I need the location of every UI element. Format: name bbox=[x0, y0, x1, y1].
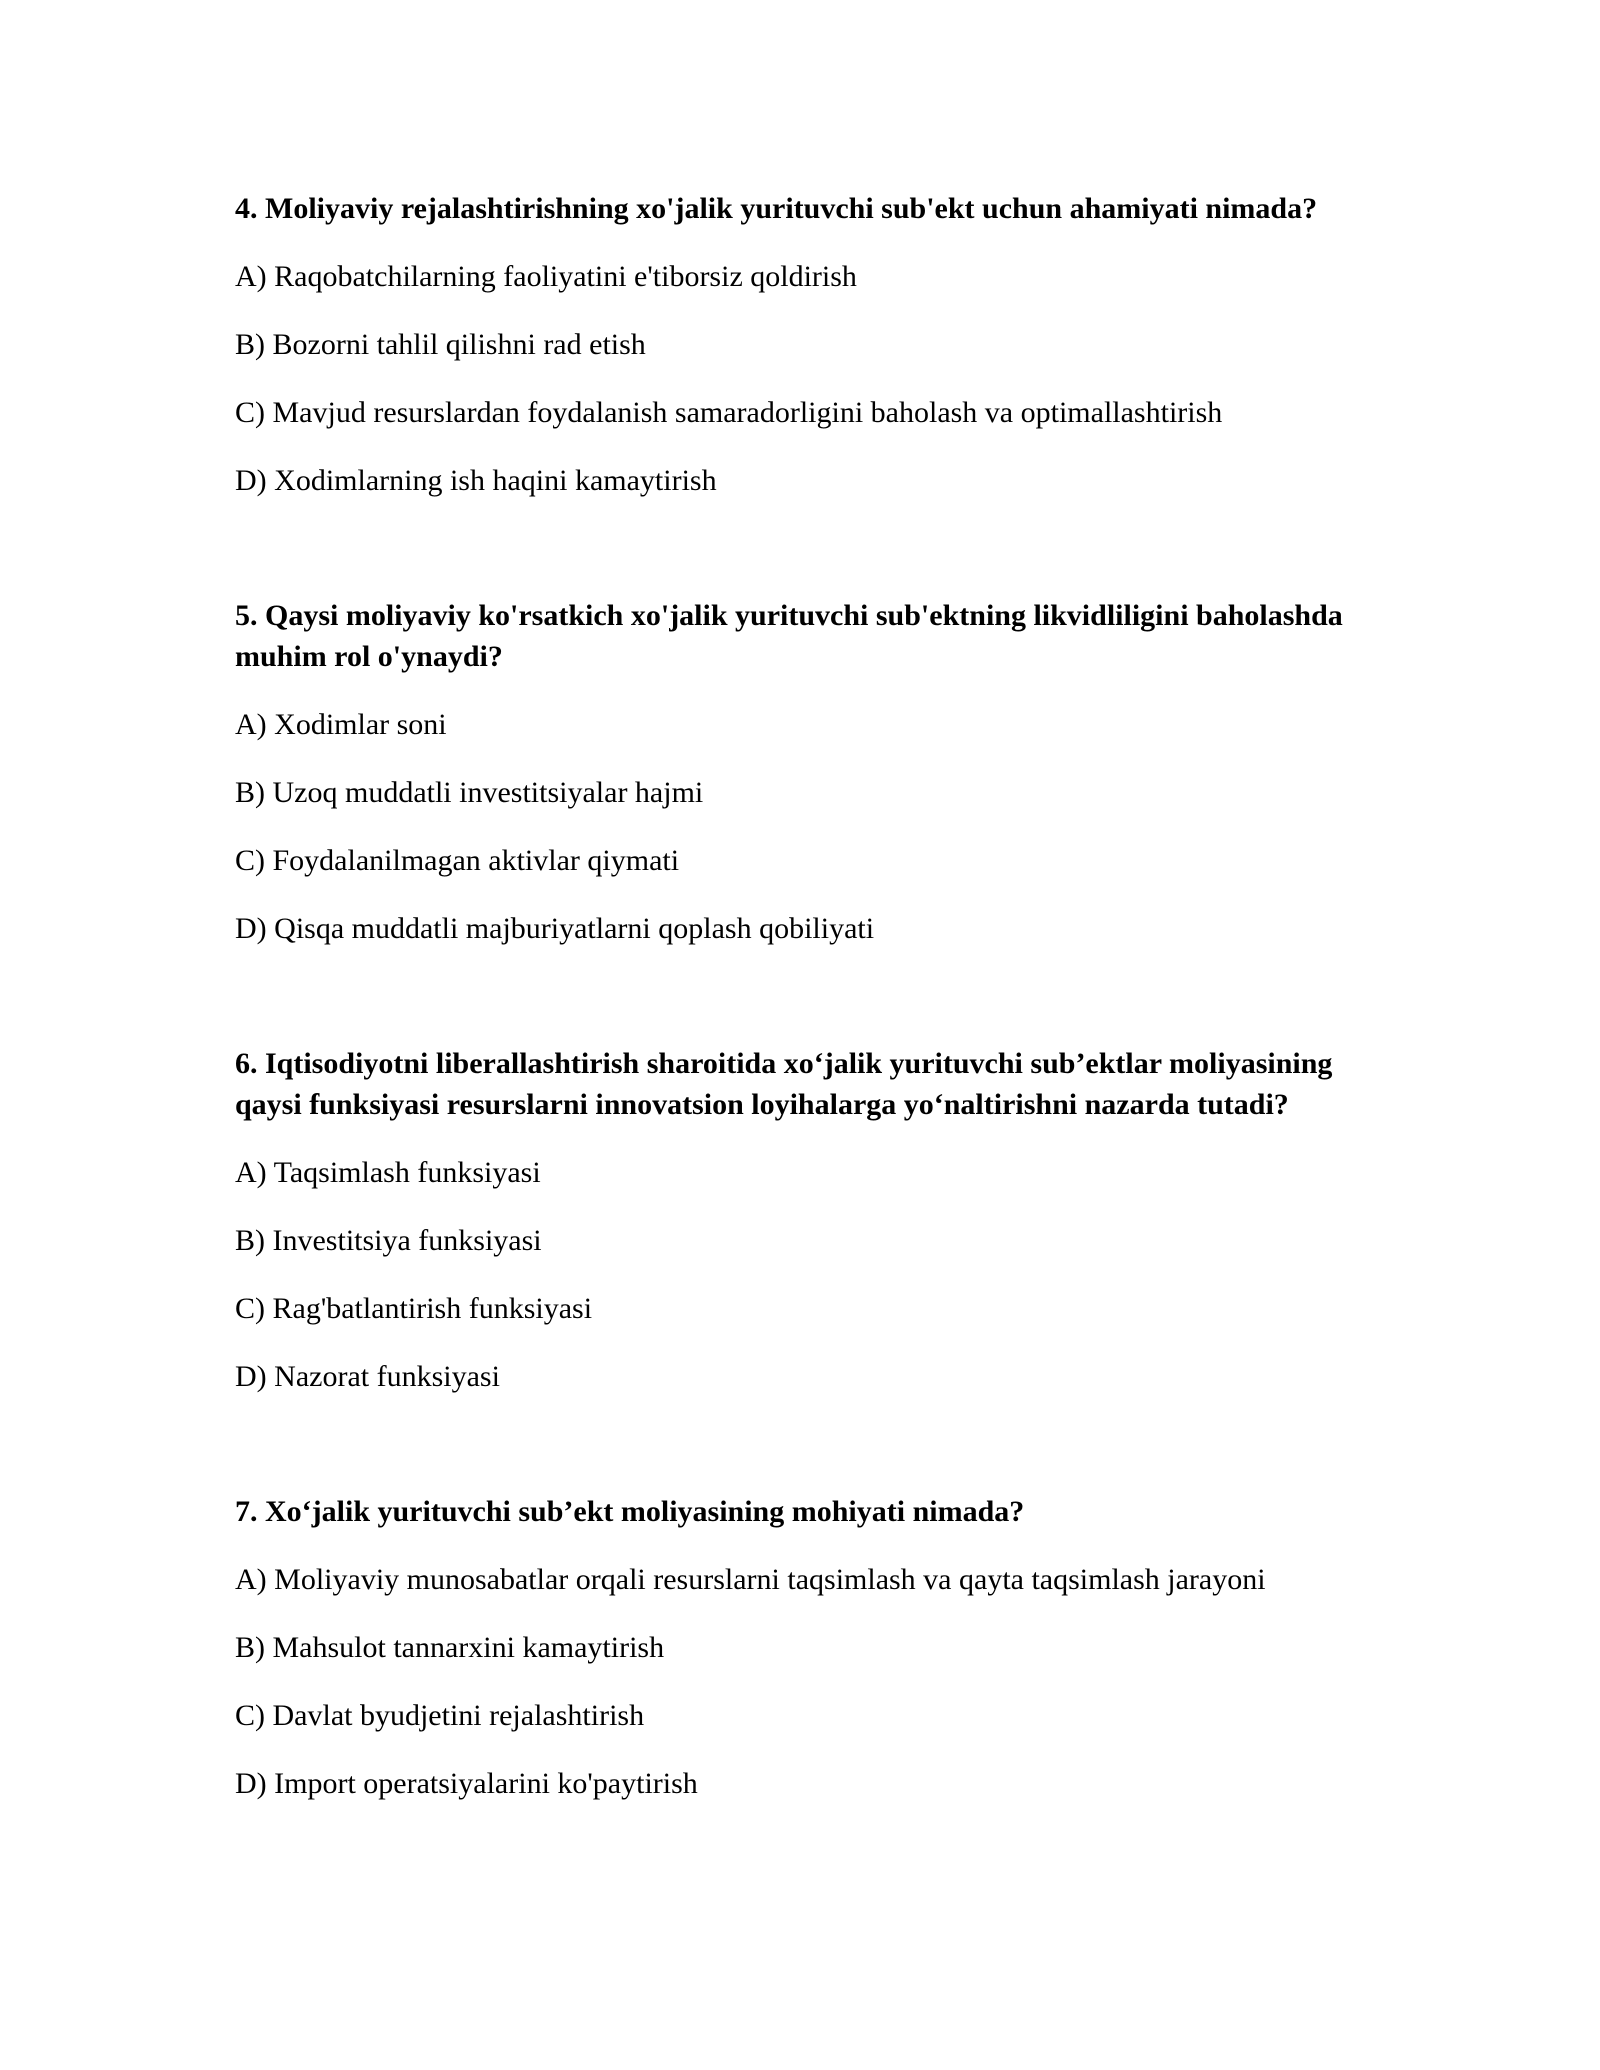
option-c: C) Mavjud resurslardan foydalanish samaradorligini baholash va optimallashtirish bbox=[235, 396, 1223, 429]
option-b: B) Bozorni tahlil qilishni rad etish bbox=[235, 328, 646, 361]
option-d: D) Xodimlarning ish haqini kamaytirish bbox=[235, 464, 717, 497]
question-text: 5. Qaysi moliyaviy ko'rsatkich xo'jalik yurituvchi sub'ektning likvidliligini baholashda muhim rol o'ynaydi? bbox=[235, 599, 1343, 673]
option-a: A) Moliyaviy munosabatlar orqali resurslarni taqsimlash va qayta taqsimlash jarayoni bbox=[235, 1563, 1266, 1596]
option-a: A) Xodimlar soni bbox=[235, 708, 447, 741]
option-c: C) Rag'batlantirish funksiyasi bbox=[235, 1292, 593, 1325]
question-text: 7. Xo‘jalik yurituvchi sub’ekt moliyasining mohiyati nimada? bbox=[235, 1495, 1025, 1528]
option-c: C) Foydalanilmagan aktivlar qiymati bbox=[235, 844, 680, 877]
question-text: 6. Iqtisodiyotni liberallashtirish sharoitida xo‘jalik yurituvchi sub’ektlar moliyasining qaysi funksiyasi resurslarni innovatsion loyihalarga yo‘naltirishni nazarda tutadi? bbox=[235, 1047, 1333, 1121]
question-text: 4. Moliyaviy rejalashtirishning xo'jalik yurituvchi sub'ekt uchun ahamiyati nimada? bbox=[235, 192, 1318, 225]
option-b: B) Uzoq muddatli investitsiyalar hajmi bbox=[235, 776, 704, 809]
question-4 bbox=[235, 188, 1365, 501]
option-a: A) Taqsimlash funksiyasi bbox=[235, 1156, 541, 1189]
option-d: D) Qisqa muddatli majburiyatlarni qoplash qobiliyati bbox=[235, 912, 875, 945]
question-7 bbox=[235, 1491, 1365, 1804]
option-d: D) Nazorat funksiyasi bbox=[235, 1360, 500, 1393]
option-c: C) Davlat byudjetini rejalashtirish bbox=[235, 1699, 645, 1732]
question-6 bbox=[235, 1043, 1365, 1397]
option-a: A) Raqobatchilarning faoliyatini e'tiborsiz qoldirish bbox=[235, 260, 857, 293]
option-d: D) Import operatsiyalarini ko'paytirish bbox=[235, 1767, 698, 1800]
document-page bbox=[235, 188, 1365, 1804]
option-b: B) Mahsulot tannarxini kamaytirish bbox=[235, 1631, 665, 1664]
option-b: B) Investitsiya funksiyasi bbox=[235, 1224, 542, 1257]
question-5 bbox=[235, 595, 1365, 949]
